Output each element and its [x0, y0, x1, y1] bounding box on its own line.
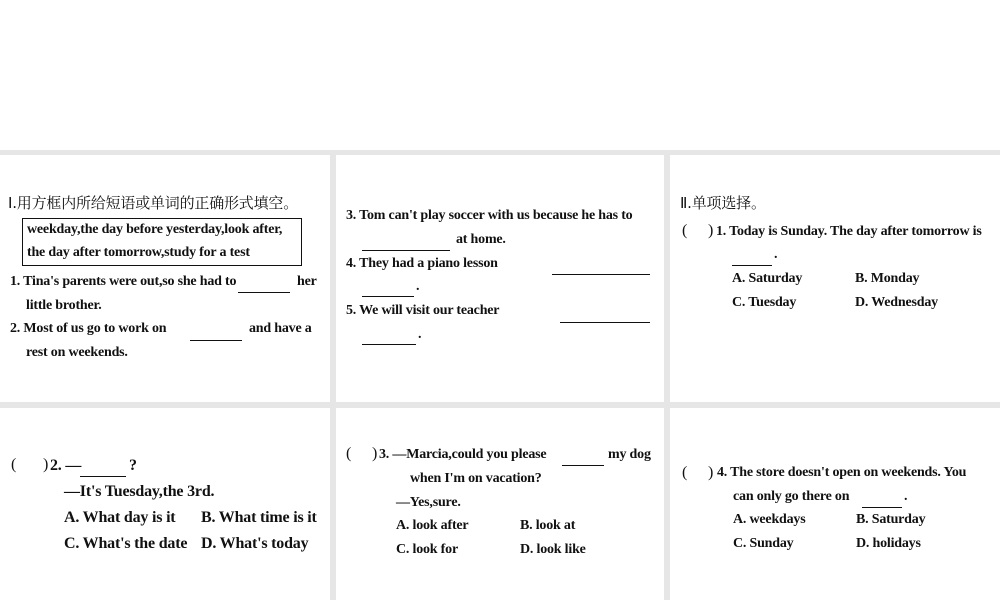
mc1-stem-b: . — [774, 247, 778, 262]
mc2-reply: —It's Tuesday,the 3rd. — [64, 483, 215, 500]
q2-text: 2. Most of us go to work on — [10, 321, 167, 336]
q2-text-c: rest on weekends. — [26, 345, 128, 360]
mc3-paren-close: ) — [372, 445, 378, 462]
mc1-option-a[interactable]: A. Saturday — [732, 271, 803, 286]
panel-section2-part1 — [670, 155, 1000, 402]
q5-text: 5. We will visit our teacher — [346, 303, 500, 318]
mc3-option-c[interactable]: C. look for — [396, 542, 458, 557]
mc4-paren-open: ( — [682, 464, 688, 481]
mc4-option-b[interactable]: B. Saturday — [856, 512, 926, 527]
mc1-blank[interactable] — [732, 265, 772, 266]
mc4-stem-c: . — [904, 489, 908, 504]
mc2-blank[interactable] — [80, 476, 126, 477]
mc3-option-d[interactable]: D. look like — [520, 542, 586, 557]
word-box-line1: weekday,the day before yesterday,look after, — [27, 222, 283, 237]
mc3-blank[interactable] — [562, 465, 604, 466]
mc2-option-b[interactable]: B. What time is it — [201, 509, 317, 526]
mc3-option-a[interactable]: A. look after — [396, 518, 469, 533]
q4-text-b: . — [416, 279, 420, 294]
q4-text: 4. They had a piano lesson — [346, 256, 498, 271]
q4-blank[interactable] — [552, 274, 650, 275]
mc1-paren-open: ( — [682, 222, 688, 239]
q5-blank[interactable] — [560, 322, 650, 323]
q5-blank-cont[interactable] — [362, 344, 416, 345]
mc3-reply: —Yes,sure. — [396, 495, 461, 510]
q3-text-b: at home. — [456, 232, 506, 247]
mc2-stem-b: ? — [129, 457, 137, 474]
q1-text: 1. Tina's parents were out,so she had to — [10, 274, 237, 289]
mc4-paren-close: ) — [708, 464, 714, 481]
mc2-option-c[interactable]: C. What's the date — [64, 535, 188, 552]
mc2-option-d[interactable]: D. What's today — [201, 535, 309, 552]
mc2-stem: 2. — — [50, 457, 82, 474]
mc1-stem: 1. Today is Sunday. The day after tomorrow is — [716, 224, 982, 239]
mc2-option-a[interactable]: A. What day is it — [64, 509, 176, 526]
q1-text-b: her — [297, 274, 317, 289]
mc1-option-b[interactable]: B. Monday — [855, 271, 920, 286]
panel-section1-part2 — [336, 155, 664, 402]
panel-section2-part3 — [336, 408, 664, 600]
section2-heading: Ⅱ.单项选择。 — [680, 194, 766, 212]
q5-text-b: . — [418, 327, 422, 342]
section1-heading: Ⅰ.用方框内所给短语或单词的正确形式填空。 — [8, 194, 298, 212]
mc3-stem-c: when I'm on vacation? — [410, 471, 542, 486]
q3-blank[interactable] — [362, 250, 450, 251]
q2-blank[interactable] — [190, 340, 242, 341]
mc4-blank[interactable] — [862, 507, 902, 508]
mc1-paren-close: ) — [708, 222, 714, 239]
word-box-line2: the day after tomorrow,study for a test — [27, 245, 250, 260]
mc3-stem-b: my dog — [608, 447, 651, 462]
q1-blank[interactable] — [238, 292, 290, 293]
mc4-option-d[interactable]: D. holidays — [856, 536, 921, 551]
mc1-option-c[interactable]: C. Tuesday — [732, 295, 797, 310]
mc4-option-c[interactable]: C. Sunday — [733, 536, 794, 551]
mc3-paren-open: ( — [346, 445, 352, 462]
mc1-option-d[interactable]: D. Wednesday — [855, 295, 938, 310]
q2-text-b: and have a — [249, 321, 312, 336]
mc4-option-a[interactable]: A. weekdays — [733, 512, 806, 527]
q3-text: 3. Tom can't play soccer with us because he has to — [346, 208, 633, 223]
panel-section2-part4 — [670, 408, 1000, 600]
mc3-stem: 3. —Marcia,could you please — [379, 447, 547, 462]
mc4-stem: 4. The store doesn't open on weekends. You — [717, 465, 967, 480]
q4-blank-cont[interactable] — [362, 296, 414, 297]
mc2-paren-open: ( — [11, 456, 17, 473]
mc2-paren-close: ) — [43, 456, 49, 473]
panel-section2-part2 — [0, 408, 330, 600]
mc4-stem-b: can only go there on — [733, 489, 850, 504]
panel-section1-part1 — [0, 155, 330, 402]
q1-text-c: little brother. — [26, 298, 102, 313]
mc3-option-b[interactable]: B. look at — [520, 518, 576, 533]
